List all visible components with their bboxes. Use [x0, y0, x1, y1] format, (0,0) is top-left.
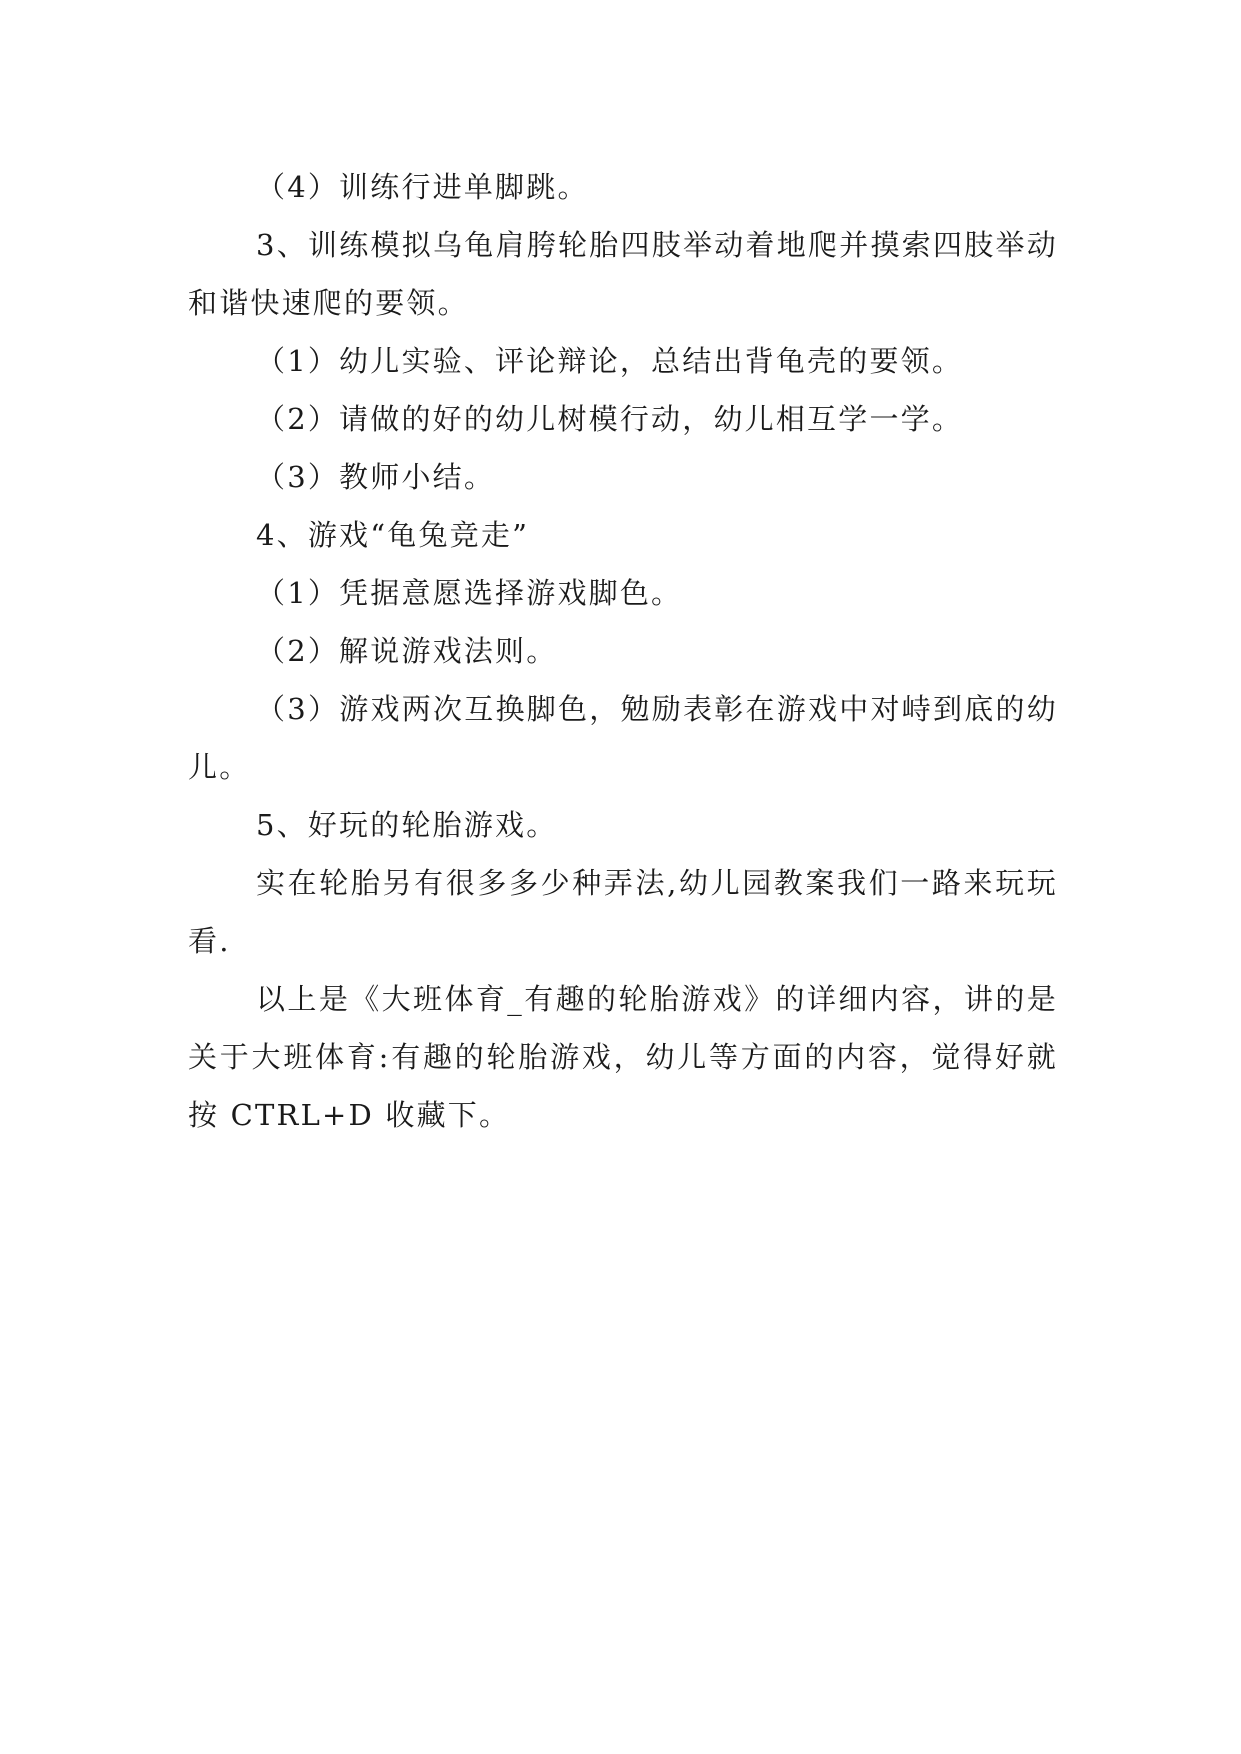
paragraph-section-4: 4、游戏“龟兔竞走”: [256, 518, 530, 552]
document-body: [188, 158, 1058, 1144]
paragraph-step-4-3: （3）游戏两次互换脚色，勉励表彰在游戏中对峙到底的幼儿。: [188, 692, 1058, 784]
paragraph-step-3-2: （2）请做的好的幼儿树模行动，幼儿相互学一学。: [256, 402, 964, 436]
paragraph-section-3: 3、训练模拟乌龟肩胯轮胎四肢举动着地爬并摸索四肢举动和谐快速爬的要领。: [188, 228, 1058, 320]
paragraph-step-4-1: （1）凭据意愿选择游戏脚色。: [256, 576, 683, 610]
paragraph-step-4-2: （2）解说游戏法则。: [256, 634, 558, 668]
paragraph-step-4-4: （4）训练行进单脚跳。: [256, 170, 589, 204]
paragraph-step-3-3: （3）教师小结。: [256, 460, 496, 494]
paragraph-tire-play: 实在轮胎另有很多多少种弄法,幼儿园教案我们一路来玩玩看.: [188, 866, 1058, 958]
paragraph-summary: 以上是《大班体育_有趣的轮胎游戏》的详细内容，讲的是关于大班体育:有趣的轮胎游戏，幼儿等方面的内容，觉得好就按 CTRL+D 收藏下。: [188, 982, 1058, 1132]
paragraph-section-5: 5、好玩的轮胎游戏。: [256, 808, 558, 842]
paragraph-step-3-1: （1）幼儿实验、评论辩论，总结出背龟壳的要领。: [256, 344, 964, 378]
